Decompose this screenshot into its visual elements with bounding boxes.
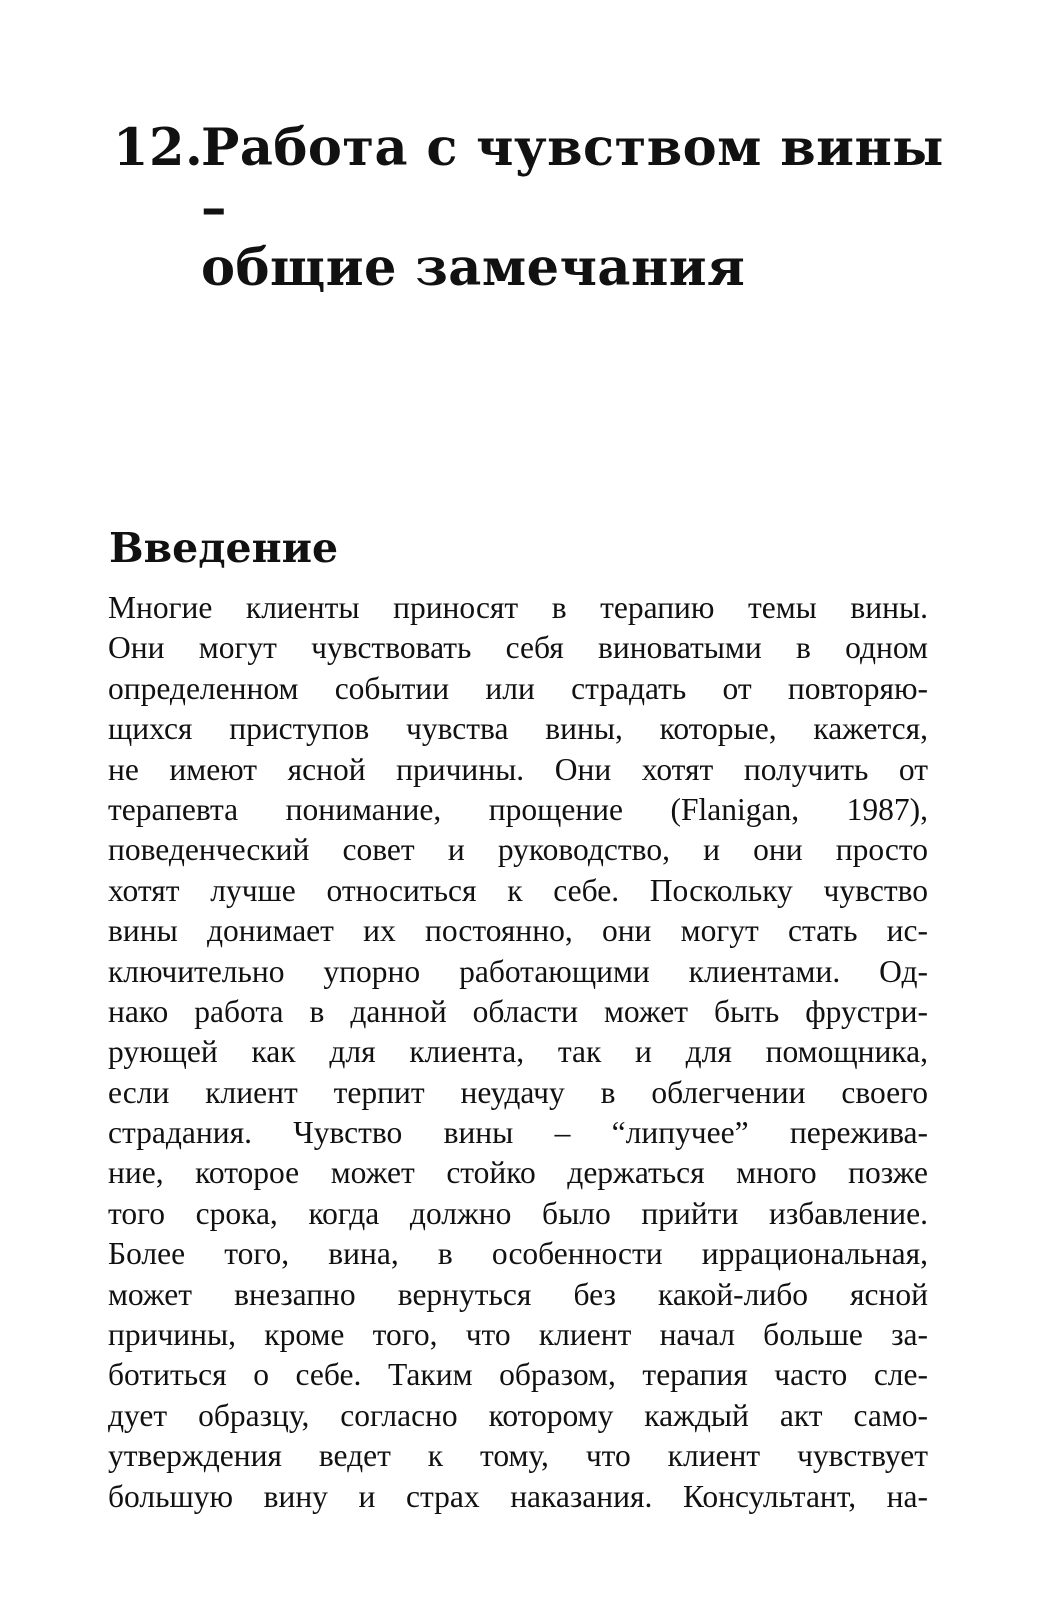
text-line: хотят лучше относиться к себе. Поскольку чувство — [108, 872, 928, 908]
text-line: большую вину и страх наказания. Консультант, на- — [108, 1478, 928, 1514]
text-line: поведенческий совет и руководство, и они просто — [108, 832, 928, 868]
text-line: может внезапно вернуться без какой-либо ясной — [108, 1276, 928, 1312]
text-line: если клиент терпит неудачу в облегчении своего — [108, 1074, 928, 1110]
text-line: не имеют ясной причины. Они хотят получить от — [108, 751, 928, 787]
section-heading: Введение — [109, 524, 339, 572]
text-line: вины донимает их постоянно, они могут стать ис- — [108, 913, 928, 949]
text-line: страдания. Чувство вины – “липучее” пережива- — [108, 1115, 928, 1151]
text-line: нако работа в данной области может быть фрустри- — [108, 993, 928, 1029]
chapter-title-line-2: общие замечания — [201, 238, 746, 298]
text-line: Многие клиенты приносят в терапию темы вины. — [108, 590, 928, 625]
text-line: ние, которое может стойко держаться много позже — [108, 1155, 928, 1191]
text-line: причины, кроме того, что клиент начал больше за- — [108, 1317, 928, 1353]
body-paragraph — [108, 588, 928, 1517]
text-line: Более того, вина, в особенности иррациональная, — [108, 1236, 928, 1272]
text-line: того срока, когда должно было прийти избавление. — [108, 1195, 928, 1231]
text-line: рующей как для клиента, так и для помощника, — [108, 1034, 928, 1070]
chapter-number: 12. — [113, 118, 204, 178]
text-line: Они могут чувствовать себя виноватыми в одном — [108, 630, 928, 666]
chapter-title — [201, 118, 951, 298]
text-line: определенном событии или страдать от повторяю- — [108, 670, 928, 706]
chapter-title-line-1: Работа с чувством вины – — [201, 118, 944, 238]
text-line: ботиться о себе. Таким образом, терапия часто сле- — [108, 1357, 928, 1393]
text-line: ключительно упорно работающими клиентами. Од- — [108, 953, 928, 989]
text-line: утверждения ведет к тому, что клиент чувствует — [108, 1438, 928, 1474]
text-line: дует образцу, согласно которому каждый акт само- — [108, 1397, 928, 1433]
text-line: щихся приступов чувства вины, которые, кажется, — [108, 711, 928, 747]
text-line: терапевта понимание, прощение (Flanigan, 1987), — [108, 791, 928, 827]
